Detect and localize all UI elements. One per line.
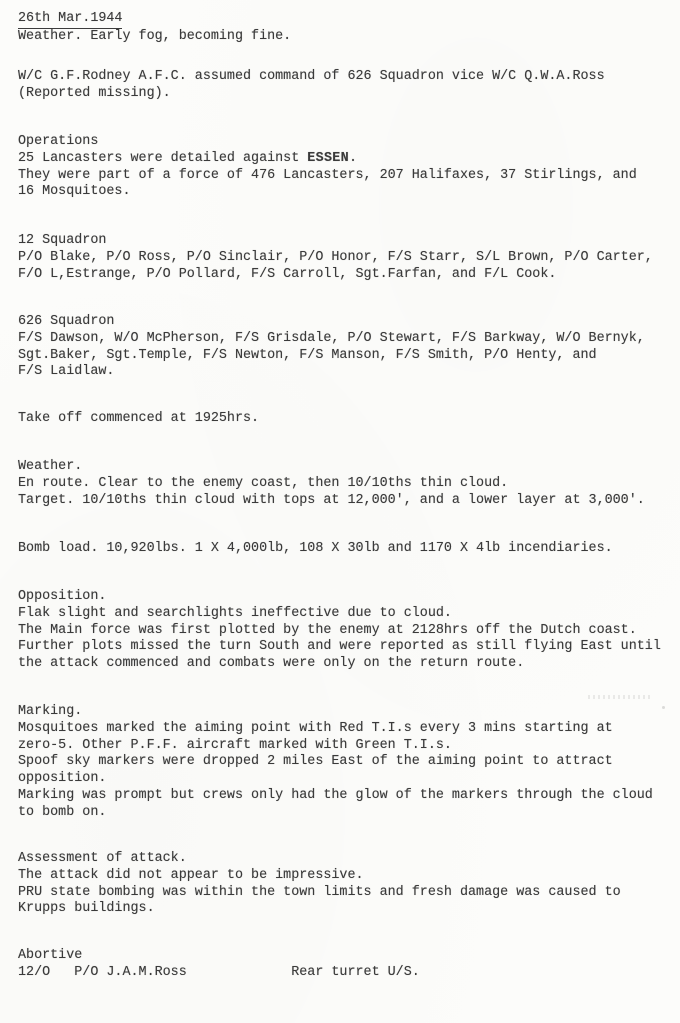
takeoff-line: Take off commenced at 1925hrs. (18, 411, 260, 426)
marking-line-5: Marking was prompt but crews only had the glow of the markers through the cloud (18, 787, 653, 803)
marking-line-1: Mosquitoes marked the aiming point with Red T.I.s every 3 mins starting at (18, 720, 613, 736)
squadron12-crews-line-1: P/O Blake, P/O Ross, P/O Sinclair, P/O Honor, F/S Starr, S/L Brown, P/O Carter, (18, 249, 653, 265)
date-heading-text: 26th Mar.1944 (18, 11, 122, 29)
section-weather-detail (18, 459, 674, 509)
operations-line-4: 16 Mosquitoes. (18, 184, 131, 200)
assessment-line-1: The attack did not appear to be impressive. (18, 867, 364, 883)
operations-line-3: They were part of a force of 476 Lancasters, 207 Halifaxes, 37 Stirlings, and (18, 167, 637, 183)
section-marking (18, 704, 674, 822)
squadron12-crews-line-2: F/O L,Estrange, P/O Pollard, F/S Carroll, Sgt.Farfan, and F/L Cook. (18, 266, 557, 282)
squadron12-heading: 12 Squadron (18, 233, 107, 248)
section-takeoff (18, 411, 674, 428)
abortive-heading: Abortive (18, 948, 83, 963)
section-assessment (18, 851, 674, 918)
squadron626-heading: 626 Squadron (18, 314, 115, 329)
assessment-line-3: Krupps buildings. (18, 901, 155, 917)
operations-detail-prefix: 25 Lancasters were detailed against (18, 150, 308, 166)
section-626-squadron (18, 314, 674, 381)
abortive-entry: 12/O P/O J.A.M.Ross Rear turret U/S. (18, 964, 420, 980)
date-heading (18, 11, 674, 29)
marking-line-6: to bomb on. (18, 804, 107, 820)
section-command-change (18, 69, 674, 103)
weather-summary-line: Weather. Early fog, becoming fine. (18, 28, 292, 44)
pencil-smudge (588, 695, 650, 699)
section-opposition (18, 589, 674, 673)
opposition-line-4: the attack commenced and combats were only on the return route. (18, 656, 525, 672)
section-operations (18, 134, 674, 201)
command-line-1: W/C G.F.Rodney A.F.C. assumed command of 626 Squadron vice W/C Q.W.A.Ross (18, 69, 605, 84)
section-date-weather (18, 11, 674, 46)
bomb-load-line: Bomb load. 10,920lbs. 1 X 4,000lb, 108 X 30lb and 1170 X 4lb incendiaries. (18, 541, 613, 556)
section-12-squadron (18, 233, 674, 283)
command-line-2: (Reported missing). (18, 85, 171, 101)
marking-line-2: zero-5. Other P.F.F. aircraft marked with Green T.I.s. (18, 737, 452, 753)
operations-target: ESSEN (307, 150, 349, 166)
squadron626-crews-line-3: F/S Laidlaw. (18, 364, 115, 380)
section-bomb-load (18, 541, 674, 558)
assessment-heading: Assessment of attack. (18, 851, 187, 866)
weather-target-line: Target. 10/10ths thin cloud with tops at 12,000', and a lower layer at 3,000'. (18, 492, 645, 508)
marking-line-3: Spoof sky markers were dropped 2 miles East of the aiming point to attract (18, 754, 613, 770)
weather-enroute-line: En route. Clear to the enemy coast, then 10/10ths thin cloud. (18, 475, 509, 491)
squadron626-crews-line-1: F/S Dawson, W/O McPherson, F/S Grisdale, P/O Stewart, F/S Barkway, W/O Bernyk, (18, 330, 645, 346)
opposition-line-1: Flak slight and searchlights ineffective due to cloud. (18, 605, 452, 621)
opposition-line-3: Further plots missed the turn South and were reported as still flying East until (18, 639, 661, 655)
assessment-line-2: PRU state bombing was within the town limits and fresh damage was caused to (18, 884, 621, 900)
opposition-line-2: The Main force was first plotted by the enemy at 2128hrs off the Dutch coast. (18, 622, 637, 638)
section-abortive (18, 948, 674, 982)
squadron626-crews-line-2: Sgt.Baker, Sgt.Temple, F/S Newton, F/S Manson, F/S Smith, P/O Henty, and (18, 347, 597, 363)
operations-detail-suffix: . (348, 150, 358, 166)
marking-line-4: opposition. (18, 771, 107, 787)
marking-heading: Marking. (18, 704, 83, 719)
opposition-heading: Opposition. (18, 589, 107, 604)
operations-heading: Operations (18, 134, 99, 149)
paper-speck (662, 706, 665, 709)
weather-detail-heading: Weather. (18, 459, 83, 474)
operations-detail-line (18, 151, 674, 168)
